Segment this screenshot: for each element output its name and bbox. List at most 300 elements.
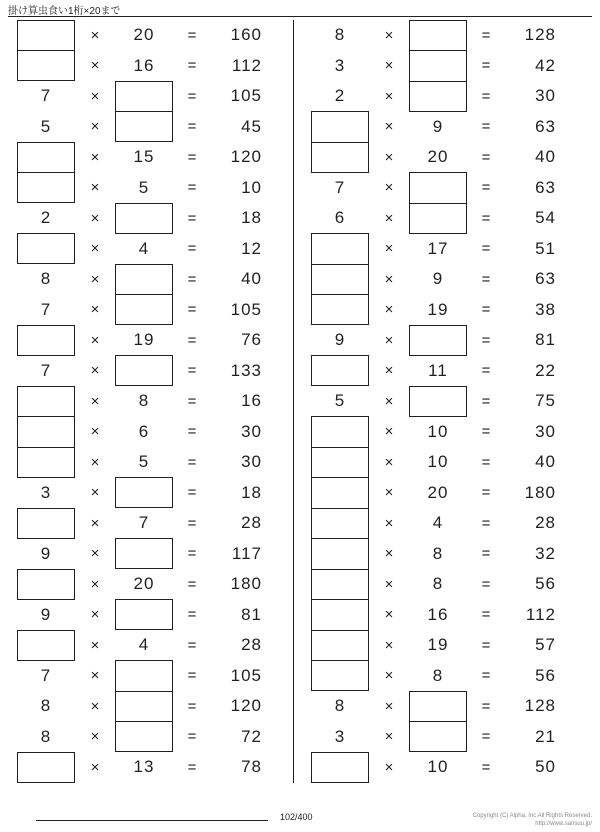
answer-box-right[interactable] — [409, 172, 467, 203]
answer-box-right[interactable] — [409, 50, 467, 81]
answer-box-right[interactable] — [115, 538, 173, 569]
multiplication-sign: × — [384, 118, 394, 136]
operand-right-value — [110, 20, 178, 51]
equals-sign: = — [481, 575, 491, 593]
answer-box-left[interactable] — [17, 447, 75, 478]
product-value: 75 — [535, 391, 556, 411]
product-value: 22 — [535, 360, 556, 380]
answer-box-left[interactable] — [311, 233, 369, 264]
operand-left-blank — [306, 508, 374, 539]
operand-right-number: 8 — [432, 543, 444, 563]
problem-row — [12, 508, 287, 539]
equals-sign: = — [187, 301, 197, 319]
problem-row — [12, 417, 287, 448]
answer-box-right[interactable] — [409, 386, 467, 417]
equals-sign: = — [481, 758, 491, 776]
equals-sign: = — [481, 240, 491, 258]
multiplication-sign: × — [90, 331, 100, 349]
operand-left-number: 3 — [334, 726, 346, 746]
answer-box-left[interactable] — [311, 599, 369, 630]
operand-right-value — [110, 173, 178, 204]
equals-sign: = — [481, 545, 491, 563]
answer-box-left[interactable] — [311, 355, 369, 386]
operand-left-value — [306, 173, 374, 204]
problem-row — [306, 51, 582, 82]
header-divider — [8, 16, 592, 17]
equals-sign: = — [481, 606, 491, 624]
product-value: 112 — [231, 55, 262, 75]
product-value: 81 — [535, 330, 556, 350]
equals-sign: = — [187, 758, 197, 776]
product-value: 54 — [535, 208, 556, 228]
operand-right-value — [110, 508, 178, 539]
problem-row — [12, 630, 287, 661]
problem-row — [306, 112, 582, 143]
answer-box-left[interactable] — [17, 508, 75, 539]
operand-right-number: 10 — [427, 452, 449, 472]
operand-right-value — [404, 356, 472, 387]
operand-right-value — [404, 142, 472, 173]
answer-box-left[interactable] — [311, 111, 369, 142]
answer-box-left[interactable] — [17, 233, 75, 264]
product-value: 38 — [535, 299, 556, 319]
operand-right-blank — [110, 539, 178, 570]
answer-box-right[interactable] — [409, 203, 467, 234]
operand-right-value — [110, 325, 178, 356]
operand-left-blank — [12, 325, 80, 356]
operand-right-value — [110, 752, 178, 783]
problem-row — [12, 447, 287, 478]
problem-row — [12, 752, 287, 783]
operand-right-number: 13 — [133, 757, 155, 777]
answer-box-left[interactable] — [17, 325, 75, 356]
product-value: 18 — [241, 482, 262, 502]
operand-left-blank — [306, 661, 374, 692]
product-value: 16 — [241, 391, 262, 411]
answer-box-left[interactable] — [17, 172, 75, 203]
operand-right-value — [404, 752, 472, 783]
operand-left-number: 5 — [334, 391, 346, 411]
equals-sign: = — [481, 179, 491, 197]
equals-sign: = — [187, 57, 197, 75]
equals-sign: = — [187, 26, 197, 44]
answer-box-right[interactable] — [409, 721, 467, 752]
equals-sign: = — [187, 392, 197, 410]
product-value: 81 — [241, 604, 262, 624]
equals-sign: = — [481, 270, 491, 288]
operand-right-blank — [404, 691, 472, 722]
operand-right-number: 5 — [138, 177, 150, 197]
answer-box-left[interactable] — [311, 538, 369, 569]
operand-left-value — [12, 539, 80, 570]
problem-row — [306, 600, 582, 631]
multiplication-sign: × — [384, 697, 394, 715]
answer-box-left[interactable] — [17, 752, 75, 783]
answer-box-left[interactable] — [17, 50, 75, 81]
equals-sign: = — [481, 636, 491, 654]
operand-left-value — [12, 356, 80, 387]
multiplication-sign: × — [384, 514, 394, 532]
answer-box-right[interactable] — [115, 264, 173, 295]
answer-box-left[interactable] — [311, 447, 369, 478]
operand-left-blank — [306, 569, 374, 600]
operand-right-number: 17 — [427, 238, 449, 258]
operand-left-number: 2 — [334, 86, 346, 106]
answer-box-right[interactable] — [115, 81, 173, 112]
operand-right-number: 7 — [138, 513, 150, 533]
multiplication-sign: × — [384, 453, 394, 471]
problem-row — [306, 81, 582, 112]
page-title: 掛け算虫食い1桁×20まで — [8, 6, 121, 17]
product-value: 76 — [241, 330, 262, 350]
operand-right-number: 6 — [138, 421, 150, 441]
multiplication-sign: × — [384, 57, 394, 75]
multiplication-sign: × — [90, 728, 100, 746]
equals-sign: = — [481, 87, 491, 105]
operand-right-blank — [110, 722, 178, 753]
equals-sign: = — [481, 697, 491, 715]
operand-left-number: 7 — [334, 177, 346, 197]
operand-right-number: 19 — [133, 330, 155, 350]
operand-left-blank — [306, 142, 374, 173]
product-value: 105 — [230, 665, 262, 685]
answer-box-right[interactable] — [409, 691, 467, 722]
problem-row — [306, 539, 582, 570]
equals-sign: = — [481, 331, 491, 349]
product-value: 30 — [241, 421, 262, 441]
operand-right-number: 10 — [427, 757, 449, 777]
operand-right-blank — [110, 112, 178, 143]
multiplication-sign: × — [384, 606, 394, 624]
answer-box-left[interactable] — [311, 142, 369, 173]
operand-left-blank — [306, 356, 374, 387]
answer-box-left[interactable] — [17, 630, 75, 661]
product-value: 30 — [241, 452, 262, 472]
operand-left-value — [306, 386, 374, 417]
multiplication-sign: × — [90, 758, 100, 776]
operand-left-blank — [306, 752, 374, 783]
operand-right-blank — [110, 691, 178, 722]
equals-sign: = — [187, 606, 197, 624]
operand-right-value — [110, 234, 178, 265]
problem-row — [306, 508, 582, 539]
operand-left-number: 8 — [40, 269, 52, 289]
multiplication-sign: × — [384, 575, 394, 593]
operand-left-value — [12, 722, 80, 753]
answer-box-left[interactable] — [311, 294, 369, 325]
operand-left-blank — [12, 51, 80, 82]
problem-row — [12, 264, 287, 295]
equals-sign: = — [481, 423, 491, 441]
problem-row — [12, 112, 287, 143]
product-value: 160 — [230, 25, 262, 45]
answer-box-right[interactable] — [115, 660, 173, 691]
problem-row — [12, 722, 287, 753]
problem-row — [12, 356, 287, 387]
operand-right-number: 9 — [432, 116, 444, 136]
product-value: 105 — [230, 299, 262, 319]
operand-right-value — [404, 569, 472, 600]
answer-box-left[interactable] — [311, 416, 369, 447]
product-value: 18 — [241, 208, 262, 228]
operand-right-number: 16 — [427, 604, 449, 624]
answer-box-left[interactable] — [311, 630, 369, 661]
answer-box-right[interactable] — [115, 355, 173, 386]
operand-left-blank — [12, 386, 80, 417]
multiplication-sign: × — [384, 728, 394, 746]
multiplication-sign: × — [384, 667, 394, 685]
answer-box-left[interactable] — [17, 569, 75, 600]
multiplication-sign: × — [90, 636, 100, 654]
problem-row — [12, 661, 287, 692]
problem-row — [306, 295, 582, 326]
operand-left-blank — [12, 234, 80, 265]
operand-right-value — [404, 630, 472, 661]
operand-right-value — [404, 417, 472, 448]
operand-right-number: 20 — [427, 482, 449, 502]
problem-row — [12, 203, 287, 234]
multiplication-sign: × — [90, 606, 100, 624]
product-value: 63 — [535, 116, 556, 136]
problem-row — [306, 417, 582, 448]
multiplication-sign: × — [90, 514, 100, 532]
operand-left-number: 3 — [40, 482, 52, 502]
multiplication-sign: × — [90, 392, 100, 410]
operand-right-number: 4 — [138, 238, 150, 258]
product-value: 50 — [535, 757, 556, 777]
operand-left-number: 2 — [40, 208, 52, 228]
operand-right-number: 9 — [432, 269, 444, 289]
answer-box-left[interactable] — [311, 660, 369, 691]
operand-right-number: 19 — [427, 299, 449, 319]
operand-left-value — [12, 691, 80, 722]
answer-box-left[interactable] — [17, 386, 75, 417]
equals-sign: = — [187, 148, 197, 166]
answer-box-right[interactable] — [115, 721, 173, 752]
product-value: 28 — [241, 513, 262, 533]
problem-row — [306, 661, 582, 692]
problem-row — [306, 142, 582, 173]
product-value: 30 — [535, 421, 556, 441]
answer-box-right[interactable] — [409, 325, 467, 356]
operand-right-blank — [404, 386, 472, 417]
operand-left-blank — [12, 752, 80, 783]
multiplication-sign: × — [90, 575, 100, 593]
problem-row — [306, 478, 582, 509]
product-value: 12 — [241, 238, 262, 258]
problem-row — [12, 142, 287, 173]
multiplication-sign: × — [90, 270, 100, 288]
equals-sign: = — [481, 57, 491, 75]
answer-box-right[interactable] — [115, 477, 173, 508]
operand-left-blank — [306, 600, 374, 631]
operand-right-value — [404, 112, 472, 143]
product-value: 117 — [231, 543, 262, 563]
operand-right-blank — [404, 325, 472, 356]
operand-right-number: 20 — [133, 574, 155, 594]
answer-box-left[interactable] — [17, 20, 75, 51]
answer-box-right[interactable] — [409, 20, 467, 51]
equals-sign: = — [187, 453, 197, 471]
operand-left-value — [306, 722, 374, 753]
equals-sign: = — [481, 667, 491, 685]
operand-left-number: 9 — [40, 543, 52, 563]
product-value: 120 — [230, 147, 262, 167]
copyright-line-2: http://www.sansuu.jp/ — [535, 821, 592, 827]
product-value: 128 — [524, 25, 556, 45]
operand-right-number: 20 — [133, 25, 155, 45]
equals-sign: = — [481, 392, 491, 410]
product-value: 72 — [241, 726, 262, 746]
multiplication-sign: × — [384, 331, 394, 349]
operand-left-value — [12, 264, 80, 295]
multiplication-sign: × — [90, 26, 100, 44]
operand-left-value — [12, 295, 80, 326]
problem-row — [306, 234, 582, 265]
operand-left-blank — [306, 447, 374, 478]
problem-row — [12, 325, 287, 356]
multiplication-sign: × — [384, 87, 394, 105]
problem-row — [306, 20, 582, 51]
multiplication-sign: × — [90, 57, 100, 75]
operand-right-blank — [404, 81, 472, 112]
product-value: 30 — [535, 86, 556, 106]
product-value: 40 — [241, 269, 262, 289]
product-value: 28 — [241, 635, 262, 655]
operand-left-blank — [306, 295, 374, 326]
operand-left-blank — [12, 569, 80, 600]
multiplication-sign: × — [384, 392, 394, 410]
footer-divider — [36, 820, 268, 821]
operand-left-number: 7 — [40, 360, 52, 380]
answer-box-right[interactable] — [115, 599, 173, 630]
answer-box-right[interactable] — [409, 81, 467, 112]
answer-box-left[interactable] — [311, 752, 369, 783]
problem-row — [306, 264, 582, 295]
equals-sign: = — [187, 240, 197, 258]
operand-right-number: 16 — [133, 55, 155, 75]
operand-left-number: 9 — [40, 604, 52, 624]
operand-left-blank — [12, 142, 80, 173]
product-value: 40 — [535, 147, 556, 167]
multiplication-sign: × — [384, 545, 394, 563]
operand-right-value — [110, 447, 178, 478]
operand-left-blank — [306, 539, 374, 570]
problem-row — [306, 691, 582, 722]
multiplication-sign: × — [384, 362, 394, 380]
multiplication-sign: × — [90, 148, 100, 166]
operand-right-blank — [404, 722, 472, 753]
multiplication-sign: × — [90, 697, 100, 715]
multiplication-sign: × — [384, 758, 394, 776]
operand-right-value — [404, 539, 472, 570]
operand-left-value — [12, 81, 80, 112]
problem-row — [12, 600, 287, 631]
problem-row — [306, 173, 582, 204]
equals-sign: = — [481, 728, 491, 746]
multiplication-sign: × — [90, 667, 100, 685]
multiplication-sign: × — [90, 362, 100, 380]
operand-left-value — [306, 203, 374, 234]
operand-right-value — [404, 661, 472, 692]
answer-box-right[interactable] — [115, 111, 173, 142]
answer-box-left[interactable] — [311, 264, 369, 295]
problem-columns — [0, 20, 600, 783]
equals-sign: = — [481, 514, 491, 532]
answer-box-right[interactable] — [115, 294, 173, 325]
multiplication-sign: × — [384, 26, 394, 44]
answer-box-left[interactable] — [311, 508, 369, 539]
operand-right-number: 10 — [427, 421, 449, 441]
operand-left-number: 8 — [334, 25, 346, 45]
operand-right-number: 20 — [427, 147, 449, 167]
problem-row — [12, 173, 287, 204]
operand-right-blank — [110, 478, 178, 509]
operand-left-number: 7 — [40, 665, 52, 685]
equals-sign: = — [187, 179, 197, 197]
equals-sign: = — [481, 26, 491, 44]
operand-left-value — [306, 691, 374, 722]
operand-right-value — [404, 508, 472, 539]
problem-row — [306, 722, 582, 753]
operand-right-number: 11 — [428, 360, 448, 380]
equals-sign: = — [187, 118, 197, 136]
operand-left-value — [306, 20, 374, 51]
multiplication-sign: × — [90, 453, 100, 471]
operand-right-blank — [110, 356, 178, 387]
operand-left-blank — [306, 112, 374, 143]
product-value: 42 — [535, 55, 556, 75]
equals-sign: = — [481, 484, 491, 502]
operand-left-value — [12, 661, 80, 692]
multiplication-sign: × — [384, 423, 394, 441]
operand-left-blank — [306, 234, 374, 265]
product-value: 56 — [535, 665, 556, 685]
answer-box-left[interactable] — [311, 477, 369, 508]
copyright-notice — [473, 812, 592, 828]
multiplication-sign: × — [384, 270, 394, 288]
equals-sign: = — [187, 636, 197, 654]
operand-left-blank — [12, 20, 80, 51]
multiplication-sign: × — [90, 87, 100, 105]
problem-row — [306, 447, 582, 478]
answer-box-left[interactable] — [311, 569, 369, 600]
operand-right-blank — [110, 295, 178, 326]
operand-right-blank — [110, 81, 178, 112]
operand-left-blank — [306, 417, 374, 448]
operand-left-blank — [12, 447, 80, 478]
operand-right-number: 15 — [133, 147, 155, 167]
answer-box-left[interactable] — [17, 416, 75, 447]
problem-row — [12, 295, 287, 326]
product-value: 120 — [230, 696, 262, 716]
operand-right-value — [110, 630, 178, 661]
product-value: 133 — [230, 360, 262, 380]
problem-row — [12, 691, 287, 722]
answer-box-right[interactable] — [115, 203, 173, 234]
operand-left-number: 3 — [334, 55, 346, 75]
operand-right-value — [110, 51, 178, 82]
multiplication-sign: × — [90, 423, 100, 441]
operand-left-number: 8 — [40, 696, 52, 716]
operand-right-value — [404, 234, 472, 265]
answer-box-right[interactable] — [115, 691, 173, 722]
operand-right-blank — [110, 203, 178, 234]
product-value: 63 — [535, 269, 556, 289]
answer-box-left[interactable] — [17, 142, 75, 173]
problem-row — [12, 20, 287, 51]
operand-right-number: 19 — [427, 635, 449, 655]
